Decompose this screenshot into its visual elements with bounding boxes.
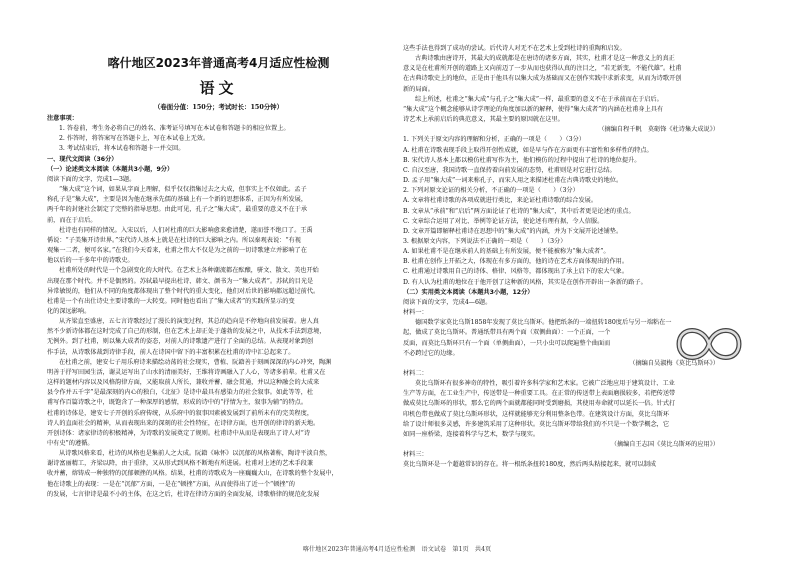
text-line: 做成莫比乌斯环的形状，那么它的两个面就都能同时受到磨损，其使用寿命就可以延长一倍。针式打 <box>403 400 676 408</box>
text-line: 开创诗体：诸家律诗的积极精神，为诗歌的发展奠定了规则。杜甫诗中从而是表现出了诗人对“诗 <box>47 429 311 437</box>
text-line: 不必跨过它的边缘。 <box>403 349 459 357</box>
text-line: 3. 考试结束后，将本试卷和答题卡一并交回。 <box>59 145 185 153</box>
page-footer: 喀什地区2023年普通高考4月适应性检测 语文试卷 第1页 共4页 <box>302 546 492 553</box>
text-line: 如同一座桥梁，连接着科学与艺术，数学与现实。 <box>403 430 540 438</box>
text-line: “集大成”这个概念能够从诗学理论的角度加以新的解释，使得“集大成者”的内涵在杜甫身上具有 <box>403 105 664 113</box>
section-heading: （二）实用类文本阅读（本题共3小题，12分） <box>403 288 534 296</box>
text-line: C. 杜甫通过诗歌用自己的诗体、格律、风格等，都体现出了承上启下的宏大气象。 <box>403 268 629 276</box>
text-line: 无例外。到了杜甫，则以集大成者的姿态，对前人的诗歌遗产进行了全面的总结。从表现对象到创 <box>47 338 314 346</box>
text-line: 明善于抒写田园生活，谢灵运写出了山水的清丽美好，王维将诗画融入了人心，等诸多前辈。杜甫又在 <box>47 368 326 376</box>
text-line: 新的局面。 <box>403 85 434 93</box>
text-line: 谢诗富丽精工，齐梁以降，由于重律，又从形式到风格不断地有所进展。杜甫对上述的艺术手段兼 <box>47 460 314 468</box>
right-column <box>403 44 749 533</box>
left-body <box>47 114 390 500</box>
score-info: （卷面分值：150分；考试时长：150分钟） <box>154 103 283 111</box>
text-line: 在杜甫之前，建安七子用乐府诗来描绘动荡的社会现实，曹植、阮籍善于刻画深深的内心冲突，陶渊 <box>59 358 332 366</box>
text-line: 1. 下列关于原文内容的理解和分析，正确的一项是（ ）（3分） <box>403 136 585 144</box>
text-line: 德国数学家莫比乌斯1858年发现了莫比乌斯环。他把纸条的一端扭转180度后与另一端粘在一 <box>415 319 672 327</box>
text-line: 偁说：“子美集开诗世界。”宋代诗人基本上就是在杜诗的巨大影响之内。所以秦观表说：“有视 <box>47 236 301 244</box>
left-column <box>47 44 390 533</box>
text-line: 2. 作答时，将答案写在答题卡上，写在本试卷上无效。 <box>59 135 210 143</box>
text-line: D. 文章开篇即解释杜甫诗在思想中的“集大成”的内涵，并为下文展开论述铺垫。 <box>403 227 623 235</box>
text-line: 中有史”的遵循。 <box>47 440 94 447</box>
source-citation: （摘编自程千帆 莫砺锋《杜诗集大成说》） <box>598 126 719 134</box>
text-line: 古典诗歌由唐诗开，其最大的成就都是在唐诗的诸多方面，其实，杜甫才是这一种意义上的真正 <box>415 55 675 63</box>
text-line: 称孔子是“集大成”，主要是因为他在继承先儒的基础上有一个新的思想体系，正因为有所发展， <box>47 196 308 204</box>
text-line: 材料一： <box>403 309 428 317</box>
text-line: B. 文章从“承前”和“启后”两方面论证了杜诗的“集大成”，其中后者更是论述的重点。 <box>403 207 635 215</box>
section-heading: 一、现代文阅读（36分） <box>47 155 118 163</box>
text-line: 诗人的直面社会的精神，从而表现出来的深刻的社会性特征，在诗律方面，也开创的律诗的新天地。 <box>47 419 320 427</box>
text-line: 杜甫的诗体是，建安七子开创的乐府传统，从乐府中的叙事因素被发展到了前所未有的完美程度， <box>47 409 314 417</box>
text-line: 化的深远影响。 <box>47 307 91 315</box>
source-citation: （摘编自王志国《莫比乌斯环的应用》） <box>610 441 719 449</box>
text-line: 这样的题材内容以及风格韵律方面，又能取前人所长，兼收并蓄、融会贯通，并以这种融会的大成来 <box>47 379 320 387</box>
text-line: 前，而在于启后。 <box>47 216 97 224</box>
text-line: D. 孟子用“集大成”一词来称孔子，而宋人用之来描述杜甫在古典诗歌史的地位。 <box>403 177 623 185</box>
text-line: 反面，而莫比乌斯环只有一个面（单侧曲面），一只小虫可以爬遍整个曲面而 <box>403 339 611 347</box>
text-line: 杜诗也有同样的情况。入宋以后，人们对杜甫的巨大影响愈来愈清楚，遂而誉不绝口了。王禹 <box>59 226 313 234</box>
text-line: 县令作并五千字”是最深刻的内心的独白，《北征》是诗中最具有感染力的社会叙事。如此等等，杜 <box>47 389 314 397</box>
text-line: 在古典诗歌史上的地位，正是由于他具有以集大成为基础而又在创作实践中求新求变，从而为诗歌开创 <box>403 75 682 83</box>
text-line: 从诗歌风格来看，杜诗的风格也是集前人之大成。阮籍《咏怀》以沉郁的风格著称，陶诗平淡自然， <box>59 450 332 458</box>
text-line: A. 如果杜甫不是在继承前人的基础上有所发展，便不能被称为“集大成者”。 <box>403 248 610 256</box>
text-line: 3. 根据原文内容，下列说法不正确的一项是（ ）（3分） <box>403 237 567 245</box>
section-heading: 注意事项： <box>47 115 78 122</box>
text-line: 观集一二者，便可名家。”在我们今天看来，杜甫之伟大不仅是为之前的一切诗歌建立并影响了在 <box>47 247 307 255</box>
text-line: C. 文章综合运用了对比、举例等论证方法，使论述有理有据，令人信服。 <box>403 217 604 225</box>
text-line: 杜甫是一个有出仕诗史主要诗歌的一大转变。同时他也看出了“集大成者”的实践所显示的变 <box>47 297 295 305</box>
section-heading: （一）论述类文本阅读（本题共3小题，9分） <box>47 165 174 173</box>
text-line: 异常敏锐的，他们从不同的角度都体现出了整个时代的重大变化，他们对后世的影响都远超过前代。 <box>47 287 320 295</box>
text-line: 莫比乌斯环是一个超越常识的存在。将一根纸条扭转180度，然后两头粘接起来，就可以制成 <box>403 461 657 469</box>
mobius-strip-figure <box>669 318 749 370</box>
text-line: 意义是在杜甫所开创的道路上又向前迈了一步从而也获得认真的注目之，“若无新变，不能代雄”。杜甫 <box>403 65 682 73</box>
text-line: 从齐梁直至盛唐，五七言诗歌经过了漫长的演变过程，其总的趋向是不停地向前发展着。唐人真 <box>59 318 319 326</box>
text-line: 他在诗歌上的表现：一是在“沉郁”方面，一是在“顿挫”方面，从而使得出了近一个“顿挫”的 <box>47 480 295 488</box>
source-citation: （摘编自吴淑梅《莫比乌斯环》） <box>629 359 719 367</box>
text-line: 作手法，从诗歌体裁到诗律手段，前人在诗国中留下的丰富积累在杜甫的诗中汇总起来了。 <box>47 348 295 356</box>
text-line: 的发展，七言律诗是最不小的主体，在这之后，杜诗在律诗方面的全面发展，诗歌格律的规范化发展 <box>47 490 320 498</box>
text-line: 给了设计师很多灵感，许多建筑采用了这种形状。莫比乌斯环带给我们的不只是一个数学概念，它 <box>403 420 670 428</box>
text-line: 两千年的封建社会制定了完整的指导思想。由此可见，孔子之“集大成”，最重要的意义不在于承 <box>47 206 308 214</box>
text-line: 1. 答卷前，考生务必将自己的姓名、准考证号填写在本试卷和答题卡的相应位置上。 <box>59 125 290 133</box>
text-line: 材料二： <box>403 370 428 377</box>
text-line: 甫写作百篇诗歌之中，既饱含了一种深厚的感情，形成的诗中的“抒情为主，叙事为辅”的特点。 <box>47 399 308 407</box>
text-line: D. 有人认为杜甫的地位在于他开创了这种新的风格，其实是在创作开辟出一条新的路子。 <box>403 278 647 286</box>
text-line: 莫比乌斯环有很多神奇的特性，吸引着许多科学家和艺术家。它被广泛地应用于建筑设计、工业 <box>415 380 675 388</box>
text-line: C. 自汉至唐，我国诗歌一直保持着向前发展的态势，杜甫则是对它进行总结。 <box>403 166 616 174</box>
text-line: B. 杜甫在创作上开拓之大，体现在有多方面的，他的诗在艺术方面体现出的作用。 <box>403 258 629 266</box>
text-line: 出现在那个时代。并不是偶然的。苏轼最早提出杜诗、韩文、颜书为一“集大成者”。苏轼的目光是 <box>47 277 314 285</box>
text-line: 他以后的一千多年中的诗歌史。 <box>47 257 134 265</box>
text-line: 起，做成了莫比乌斯环。普通纸带具有两个面（双侧曲面）：一个正面，一个 <box>403 329 611 337</box>
text-line: 生产等方面，在工业生产中，传送带是一种重要工具。在正常的传送带上表面磨损较多，若把传送带 <box>403 390 676 398</box>
text-line: 收并蓄，熔铸成一种独特的沉郁顿挫的风格。结果，杜甫的诗歌成为一座巍巍大山，在诗歌的整个发展中， <box>47 470 338 478</box>
right-body <box>403 44 749 471</box>
text-line: 阅读下面的文字，完成1—3题。 <box>47 175 136 183</box>
text-line: 印机色带也做成了莫比乌斯环形状，这样就能够充分利用整条色带。在建筑设计方面，莫比乌斯环 <box>403 410 670 418</box>
subject-title: 语文 <box>199 79 238 97</box>
text-line: 诗艺术上承前启后的典范意义，其最主要的原因就在这里。 <box>403 116 564 124</box>
text-line: 阅读下面的文字，完成4—6题。 <box>403 298 492 306</box>
text-line: “集大成”这个词，如果从字面上理解，似乎仅仅指集过去之大成，但事实上不仅如此。孟子 <box>59 186 307 194</box>
text-line: 2. 下列对原文论证的相关分析，不正确的一项是（ ）（3分） <box>403 187 579 195</box>
text-line: 然不少新诗体都在这时完成了自己的形制，但在艺术上却正处于蓬勃的发展之中，从技术手法到意境， <box>47 328 326 336</box>
text-line: A. 文章将杜甫诗歌的各项成就进行类比，来论证杜甫诗歌的综合发展。 <box>403 197 598 205</box>
exam-title: 喀什地区2023年普通高考4月适应性检测 <box>107 56 330 70</box>
text-line: 材料三： <box>403 451 428 459</box>
text-line: 这些手法也得到了成功的尝试。后代诗人对无不在艺术上受到杜诗的重陶和启发。 <box>403 45 626 52</box>
text-line: A. 杜甫在诗歌表现手段上取得开创性成就，如是早与作在方面更有丰富性和多样性的特点。 <box>403 146 653 154</box>
text-line: 综上所述，杜甫之“集大成”与孔子之“集大成”一样，最重要的意义不在于承前而在于启后。 <box>415 95 663 103</box>
text-line: B. 宋代诗人基本上都以模仿杜甫写作为主，他们模仿的过程中提出了杜诗的地位提升。 <box>403 156 641 164</box>
text-line: 杜甫所处的时代是一个急剧变化的大时代。在艺术上各种潮流都在酝酿，骈文、散文、美也开始 <box>59 267 319 275</box>
